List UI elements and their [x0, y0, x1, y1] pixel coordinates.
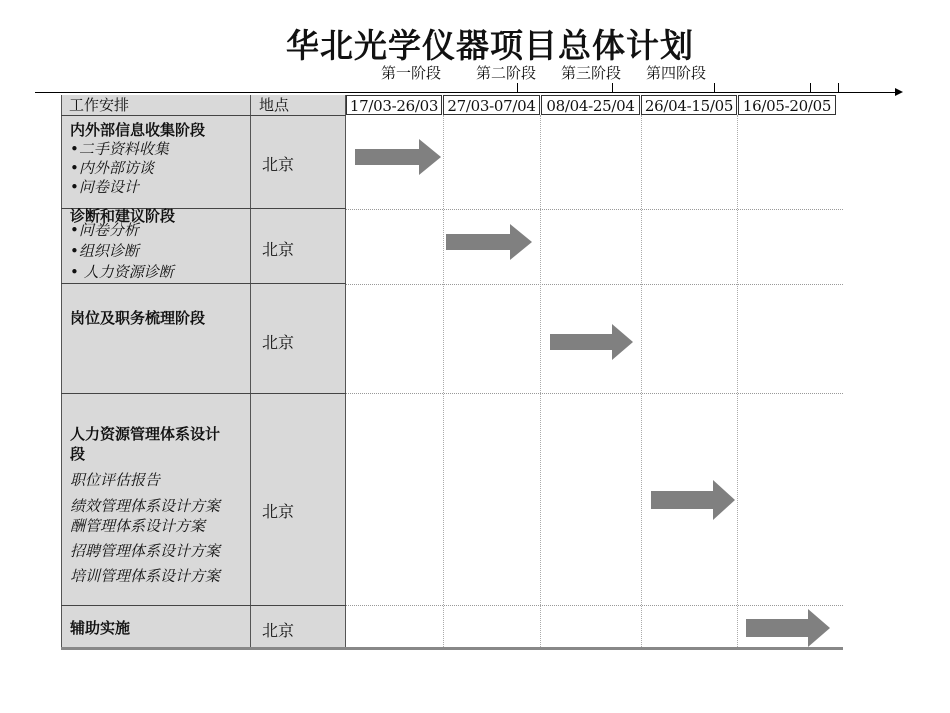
timeline-arrowhead: [895, 88, 903, 96]
task-item: •问卷设计: [70, 178, 139, 196]
header-date-3: 08/04-25/04: [541, 95, 640, 115]
gantt-arrow-phase-5: [746, 609, 832, 647]
gantt-arrow-phase-2: [446, 224, 534, 260]
timeline-tick: [714, 83, 715, 93]
row-divider: [61, 605, 346, 606]
location-cell: 北京: [262, 240, 295, 259]
phase-label-2: 第二阶段: [476, 64, 537, 82]
task-item: 酬管理体系设计方案: [70, 517, 206, 535]
task-heading: 人力资源管理体系设计: [70, 425, 221, 443]
grid-line: [346, 393, 843, 394]
task-item: •组织诊断: [70, 242, 139, 260]
row-divider: [61, 283, 346, 284]
task-item: 招聘管理体系设计方案: [70, 542, 221, 560]
timeline-tick: [517, 83, 518, 93]
location-cell: 北京: [262, 333, 295, 352]
header-date-1: 17/03-26/03: [346, 95, 442, 115]
location-cell: 北京: [262, 155, 295, 174]
task-item: •二手资料收集: [70, 140, 169, 158]
header-work: 工作安排: [69, 96, 130, 114]
location-column: [251, 95, 346, 648]
task-heading: 诊断和建议阶段: [70, 207, 176, 225]
table-left-border: [61, 95, 62, 648]
task-diagnosis: [70, 207, 175, 282]
grid-line: [540, 115, 541, 647]
timeline-tick: [838, 83, 839, 93]
task-implementation-support: [70, 619, 130, 638]
gantt-arrow-phase-3: [550, 324, 635, 360]
location-cell: 北京: [262, 502, 295, 521]
grid-line: [346, 605, 843, 606]
task-item: •内外部访谈: [70, 159, 154, 177]
table-bottom-border: [61, 647, 843, 650]
task-item: • 人力资源诊断: [70, 263, 174, 281]
phase-label-4: 第四阶段: [646, 64, 707, 82]
gantt-arrow-phase-1: [355, 139, 443, 175]
timeline-tick: [612, 83, 613, 93]
header-location: 地点: [259, 96, 290, 114]
phase-label-3: 第三阶段: [561, 64, 622, 82]
task-hr-system-design: [70, 424, 251, 586]
timeline-tick: [810, 83, 811, 93]
header-date-5: 16/05-20/05: [738, 95, 836, 115]
task-heading: 岗位及职务梳理阶段: [70, 309, 206, 327]
location-cell: 北京: [262, 621, 295, 640]
task-heading-continued: 段: [70, 445, 86, 463]
grid-line: [641, 115, 642, 647]
task-item: •问卷分析: [70, 221, 139, 239]
grid-line: [443, 115, 444, 647]
timeline-axis: [35, 92, 897, 93]
row-divider: [61, 115, 346, 116]
gantt-arrow-phase-4: [651, 480, 737, 520]
grid-line: [737, 115, 738, 647]
task-item: 绩效管理体系设计方案: [70, 497, 221, 515]
grid-line: [346, 284, 843, 285]
task-item: 职位评估报告: [70, 471, 161, 489]
page-title: 华北光学仪器项目总体计划: [286, 26, 694, 65]
row-divider: [61, 393, 346, 394]
phase-label-1: 第一阶段: [381, 64, 442, 82]
task-heading: 辅助实施: [70, 619, 131, 637]
task-heading: 内外部信息收集阶段: [70, 121, 206, 139]
task-position-review: [70, 309, 205, 328]
grid-line: [346, 209, 843, 210]
task-info-collection: [70, 121, 205, 197]
task-item: 培训管理体系设计方案: [70, 567, 221, 585]
header-date-2: 27/03-07/04: [443, 95, 540, 115]
header-date-4: 26/04-15/05: [641, 95, 737, 115]
